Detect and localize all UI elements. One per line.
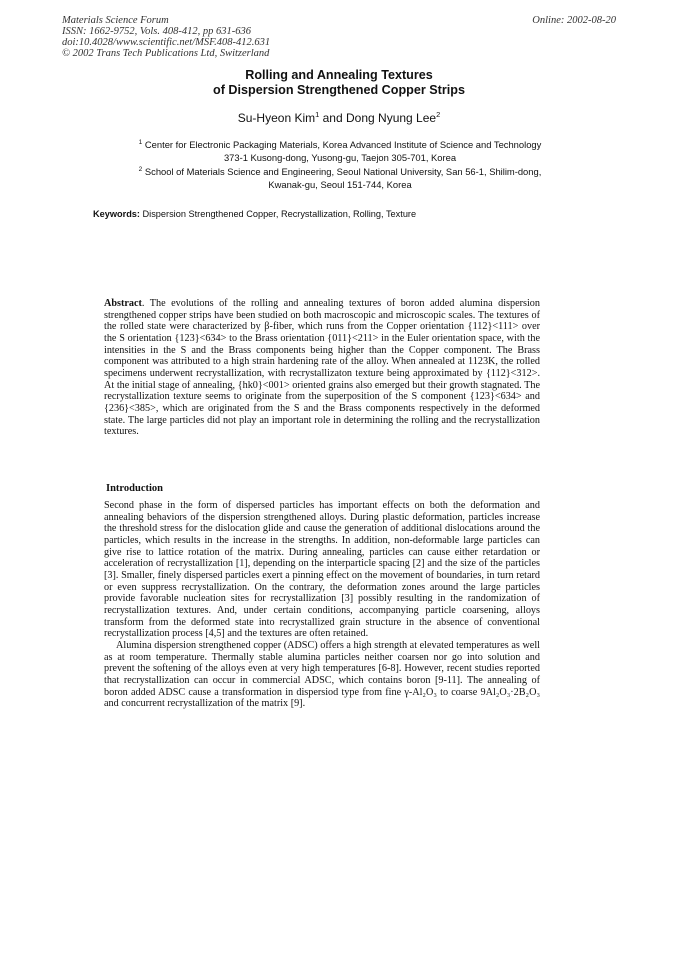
affiliation-2-mark: 2 bbox=[138, 166, 143, 173]
abstract-label: Abstract bbox=[104, 298, 142, 309]
introduction-paragraph-1: Second phase in the form of dispersed particles has important effects on both the deformation and annealing behaviors of the dispersion strengthened alloys. During plastic deformation, particles increase the threshold stress for the dislocation glide and cause the generation of additional dislocations around the particles, which results in the increase in the strengths. In addition, non-deformable large particles can give rise to lattice rotation of the matrix. During annealing, particles can cause either retardation or acceleration of recrystallization [1], depending on the interparticle spacing [2] and the size of the particles [3]. Smaller, finely dispersed particles exert a pinning effect on the movement of boundaries, in turn retard or even suppress recrystallization. On the contrary, the deformation zones around the large particles provide favorable nucleation sites for recrystallization [3] possibly resulting in the randomization of recrystallization textures. And, under certain conditions, accompanying particle coarsening, alloys transform from the deformed state into recrystallized grain structure in the absence of conventional recrystallization process [4,5] and the textures are often retained. bbox=[104, 500, 540, 640]
author-list bbox=[0, 110, 678, 125]
author-2: Dong Nyung Lee bbox=[346, 111, 437, 125]
doi-line: doi:10.4028/www.scientific.net/MSF.408-412.631 bbox=[62, 37, 271, 48]
journal-name: Materials Science Forum bbox=[62, 15, 169, 26]
publication-info bbox=[62, 15, 270, 59]
introduction-body bbox=[104, 500, 540, 710]
affiliation-1-line-1: Center for Electronic Packaging Materials, Korea Advanced Institute of Science and Technology bbox=[144, 139, 542, 151]
title-line-1: Rolling and Annealing Textures bbox=[245, 68, 433, 82]
affiliation-1-mark: 1 bbox=[138, 139, 143, 146]
issn-line: ISSN: 1662-9752, Vols. 408-412, pp 631-636 bbox=[62, 26, 251, 37]
affiliation-2-line-2: Kwanak-gu, Seoul 151-744, Korea bbox=[268, 178, 412, 190]
keywords-label: Keywords: bbox=[93, 209, 140, 219]
author-1: Su-Hyeon Kim bbox=[237, 111, 316, 125]
author-conjunction: and bbox=[319, 111, 346, 125]
abstract bbox=[104, 298, 540, 438]
introduction-heading: Introduction bbox=[106, 483, 163, 494]
online-date: Online: 2002-08-20 bbox=[532, 15, 616, 26]
introduction-paragraph-2: Alumina dispersion strengthened copper (ADSC) offers a high strength at elevated temperatures as well as at room temperature. Thermally stable alumina particles neither coarsen nor go into solution and prevent the softening of the alloys even at very high temperatures [6-8]. However, recent studies reported that recrystallization can occur in commercial ADSC, which contains boron [9-11]. The annealing of boron added ADSC cause a transformation in dispersiod type from fine γ-Al₂O₃ to coarse 9Al₂O₃·2B₂O₃ and concurrent recrystallization of the matrix [9]. bbox=[104, 639, 540, 710]
affiliation-2 bbox=[90, 164, 590, 191]
paper-title bbox=[0, 68, 678, 98]
author-1-affil-mark: 1 bbox=[315, 110, 320, 119]
title-line-2: of Dispersion Strengthened Copper Strips bbox=[213, 83, 465, 97]
copyright-line: © 2002 Trans Tech Publications Ltd, Switzerland bbox=[62, 48, 270, 59]
affiliation-2-line-1: School of Materials Science and Engineering, Seoul National University, San 56-1, Shilim-dong, bbox=[144, 166, 542, 178]
affiliation-1 bbox=[90, 137, 590, 164]
abstract-text: . The evolutions of the rolling and annealing textures of boron added alumina dispersion strengthened copper strips have been studied on both macroscopic and microscopic scales. The textures of the rolled state were characterized by β-fiber, which runs from the Copper orientation {112}<111> over the S orientation {123}<634> to the Brass orientation {011}<211> in the Euler orientation space, with the intensities in the S and the Brass components being higher than the Copper component. The Brass component was attributed to a high strain hardening rate of the alloy. When annealed at 1123K, the rolled specimens underwent recrystallization, with recrystallizaton texture being approximated by {112}<312>. At the initial stage of annealing, {hk0}<001> oriented grains also emerged but their growth stagnated. The recrystallization texture seems to originate from the superposition of the S component {123}<634> and {236}<385>, which are originated from the S and the Brass components respectively in the deformed state. The large particles did not play an important role in determining the rolling and the recrystallization textures. bbox=[104, 298, 540, 438]
affiliation-1-line-2: 373-1 Kusong-dong, Yusong-gu, Taejon 305-701, Korea bbox=[223, 151, 457, 163]
keywords-text: Dispersion Strengthened Copper, Recrystallization, Rolling, Texture bbox=[139, 209, 417, 219]
author-2-affil-mark: 2 bbox=[436, 110, 441, 119]
keywords bbox=[93, 209, 593, 219]
